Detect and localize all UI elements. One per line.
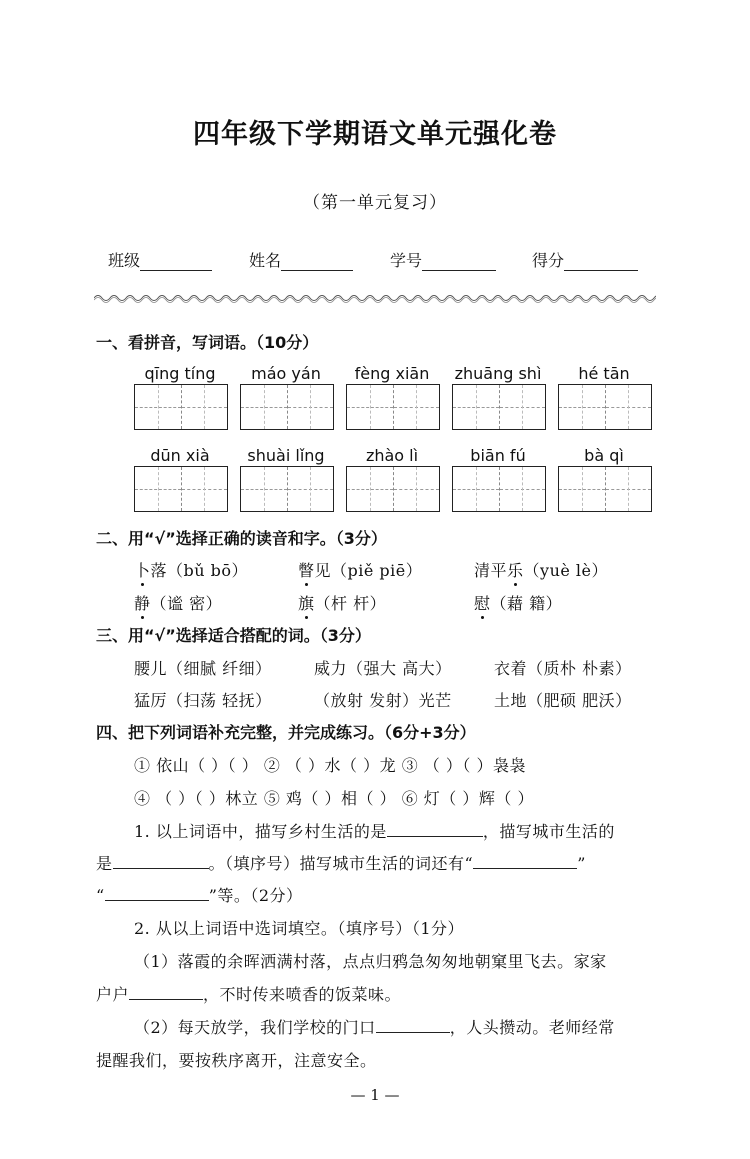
score-field: [532, 248, 638, 271]
writing-grid[interactable]: [558, 384, 652, 430]
section-3-heading: 三、用“√”选择适合搭配的词。（3分）: [96, 626, 371, 645]
paragraph-2: （2）每天放学，我们学校的门口 ，人头攒动。老师经常: [134, 1018, 615, 1037]
paragraph-1: 户户 ，不时传来喷香的饭菜味。: [96, 985, 402, 1004]
choice-item[interactable]: 卜落（bǔ bō）: [134, 558, 248, 581]
collocation-item[interactable]: 威力（强大 高大）: [314, 659, 452, 678]
pinyin-label: máo yán: [251, 364, 321, 383]
choice-item[interactable]: 瞥见（piě piē）: [298, 558, 422, 581]
pinyin-label: bà qì: [584, 446, 624, 465]
writing-grid[interactable]: [452, 384, 546, 430]
score-blank[interactable]: [564, 254, 638, 271]
student-id-label: 学号: [390, 251, 423, 270]
class-field: [108, 248, 212, 271]
section-1-heading: 一、看拼音，写词语。（10分）: [96, 333, 319, 352]
student-id-field: [390, 248, 496, 271]
writing-grid[interactable]: [452, 466, 546, 512]
writing-grid[interactable]: [346, 384, 440, 430]
choice-item[interactable]: 慰（藉 籍）: [474, 591, 562, 614]
writing-grid[interactable]: [240, 384, 334, 430]
section-4-heading: 四、把下列词语补充完整，并完成练习。（6分+3分）: [96, 723, 476, 742]
class-label: 班级: [108, 251, 141, 270]
collocation-item[interactable]: 猛厉（扫荡 轻抚）: [134, 691, 272, 710]
writing-grid[interactable]: [346, 466, 440, 512]
pinyin-label: qīng tíng: [144, 364, 216, 383]
writing-grid[interactable]: [134, 466, 228, 512]
question-1-line: 是 。（填序号）描写城市生活的词还有“ ”: [96, 854, 586, 873]
question-1-line: “ ”等。（2分）: [96, 886, 303, 905]
collocation-item[interactable]: 衣着（质朴 朴素）: [494, 659, 632, 678]
writing-grid[interactable]: [134, 384, 228, 430]
collocation-item[interactable]: 土地（肥硕 肥沃）: [494, 691, 632, 710]
collocation-item[interactable]: 腰儿（细腻 纤细）: [134, 659, 272, 678]
answer-blank[interactable]: [376, 1018, 450, 1033]
writing-grid[interactable]: [558, 466, 652, 512]
wavy-divider: [94, 292, 656, 304]
answer-blank[interactable]: [387, 822, 483, 837]
answer-blank[interactable]: [473, 854, 577, 869]
name-field: [249, 248, 353, 271]
paragraph-2: 提醒我们，要按秩序离开，注意安全。: [96, 1051, 377, 1070]
idiom-fill-line[interactable]: ① 依山（ ）（ ） ② （ ）水（ ）龙 ③ （ ）（ ）袅袅: [134, 756, 526, 775]
choice-item[interactable]: 旗（杆 杆）: [298, 591, 386, 614]
answer-blank[interactable]: [113, 854, 209, 869]
pinyin-label: fèng xiān: [354, 364, 430, 383]
choice-item[interactable]: 清平乐（yuè lè）: [474, 558, 608, 581]
answer-blank[interactable]: [129, 985, 203, 1000]
pinyin-label: shuài lǐng: [247, 446, 325, 465]
page-number: — 1 —: [350, 1086, 400, 1104]
writing-grid[interactable]: [240, 466, 334, 512]
answer-blank[interactable]: [105, 886, 209, 901]
page-title: 四年级下学期语文单元强化卷: [193, 119, 557, 150]
collocation-item[interactable]: （放射 发射）光芒: [314, 691, 452, 710]
class-blank[interactable]: [140, 254, 212, 271]
question-2-line: 2. 从以上词语中选词填空。（填序号）（1分）: [134, 919, 465, 938]
page-subtitle: （第一单元复习）: [303, 193, 447, 213]
pinyin-label: dūn xià: [150, 446, 210, 465]
pinyin-label: zhào lì: [365, 446, 419, 465]
student-id-blank[interactable]: [422, 254, 496, 271]
pinyin-label: hé tān: [578, 364, 630, 383]
idiom-fill-line[interactable]: ④ （ ）（ ）林立 ⑤ 鸡（ ）相（ ） ⑥ 灯（ ）辉（ ）: [134, 789, 534, 808]
pinyin-label: biān fú: [470, 446, 526, 465]
pinyin-label: zhuāng shì: [454, 364, 542, 383]
question-1-line: 1. 以上词语中，描写乡村生活的是 ，描写城市生活的: [134, 822, 615, 841]
paragraph-1: （1）落霞的余晖洒满村落，点点归鸦急匆匆地朝窠里飞去。家家: [134, 952, 607, 971]
section-2-heading: 二、用“√”选择正确的读音和字。（3分）: [96, 529, 387, 548]
name-label: 姓名: [249, 251, 282, 270]
name-blank[interactable]: [281, 254, 353, 271]
score-label: 得分: [532, 251, 565, 270]
choice-item[interactable]: 静（谧 密）: [134, 591, 222, 614]
